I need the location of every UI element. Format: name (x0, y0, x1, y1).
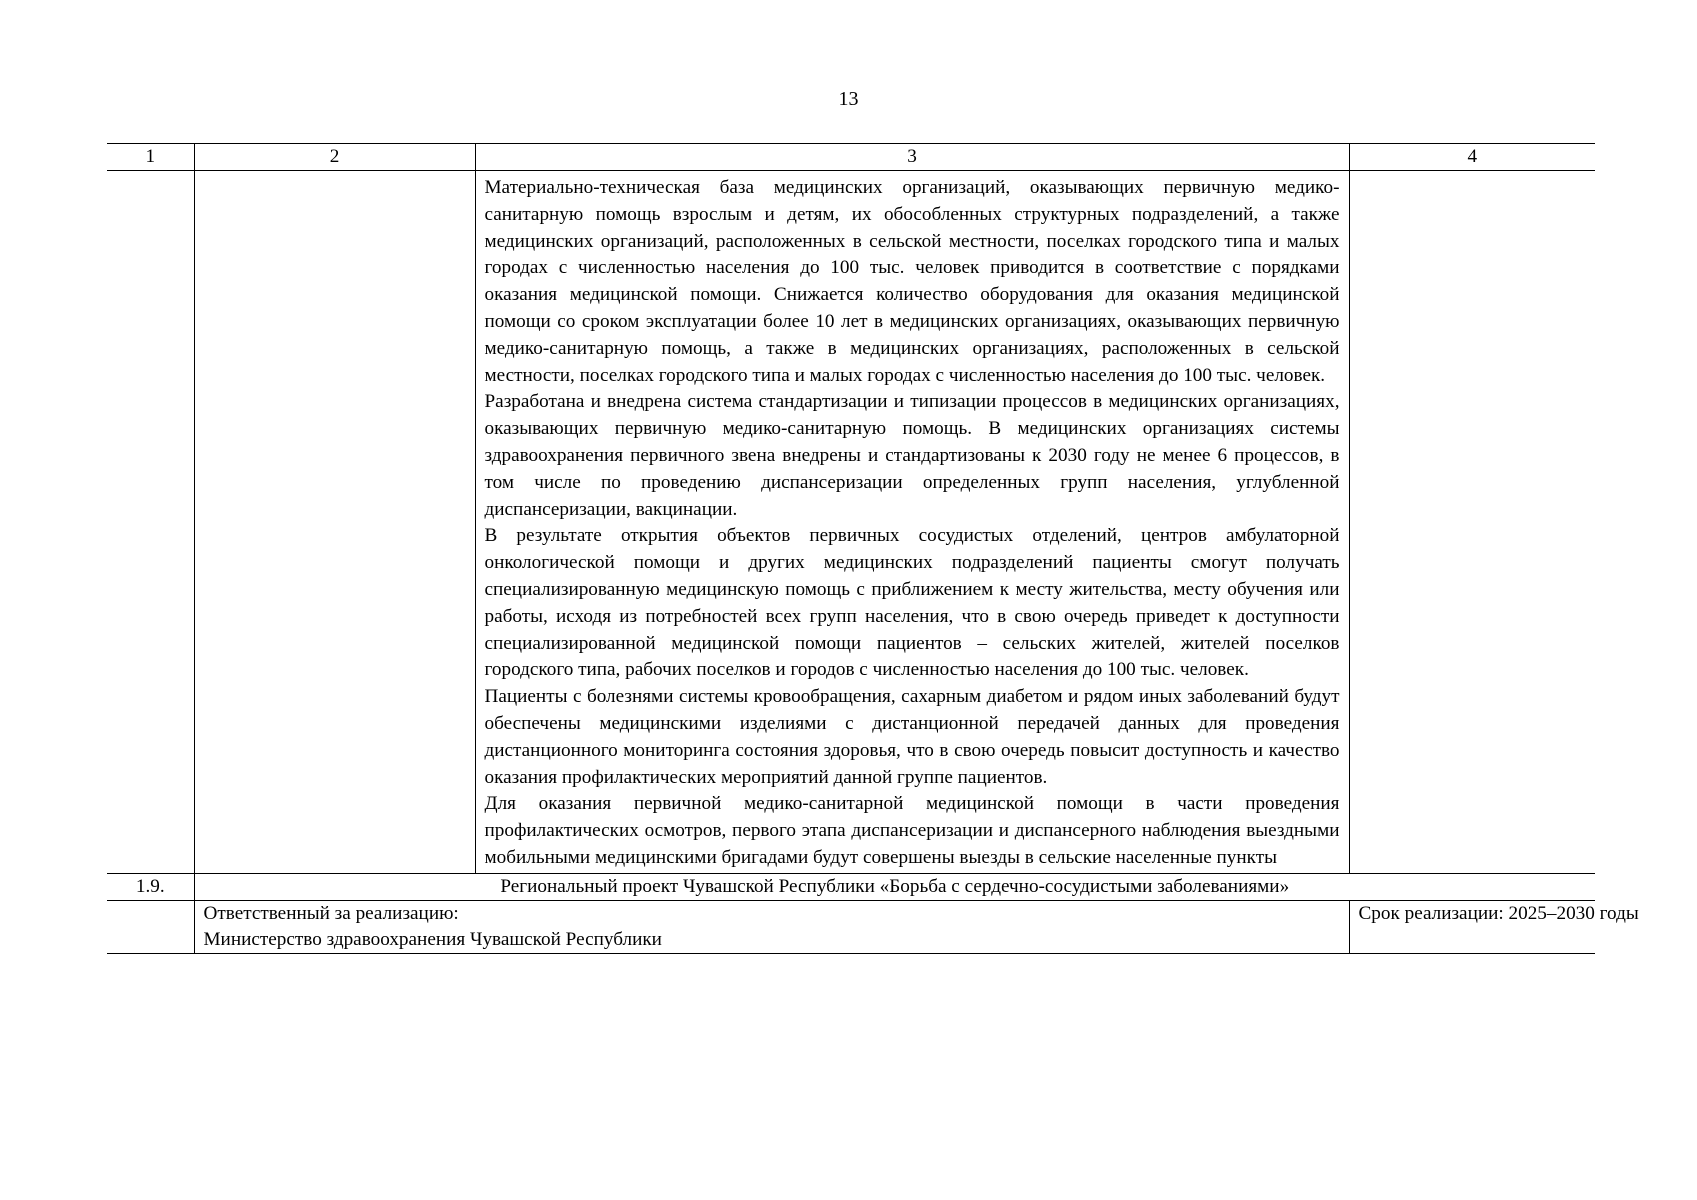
row-cell-indicator (1349, 171, 1595, 874)
table-row (107, 171, 1595, 874)
document-table (107, 143, 1639, 954)
description-paragraph: Материально-техническая база медицинских организаций, оказывающих первичную медико-санитарную помощь взрослым и детям, их обособленных структурных подразделений, а также медицинских организаций, расположенных в сельской местности, поселках городского типа и малых городах с численностью населения до 100 тыс. человек приводится в соответствие с порядками оказания медицинской помощи. Снижается количество оборудования для оказания медицинской помощи со сроком эксплуатации более 10 лет в медицинских организациях, оказывающих первичную медико-санитарную помощь, а также в медицинских организациях, расположенных в сельской местности, поселках городского типа и малых городах с численностью населения до 100 тыс. человек. (484, 177, 1340, 386)
description-paragraph: Пациенты с болезнями системы кровообращения, сахарным диабетом и рядом иных заболеваний будут обеспечены медицинскими изделиями с дистанционной передачей данных для проведения дистанционного мониторинга состояния здоровья, что в свою очередь повысит доступность и качество оказания профилактических мероприятий данной группе пациентов. (484, 686, 1340, 788)
project-row (107, 873, 1595, 900)
responsible-cell (194, 900, 1349, 953)
row-cell-number (107, 171, 194, 874)
term-text: Срок реализации: 2025–2030 годы (1358, 902, 1639, 924)
header-cell-3: 3 (475, 144, 1349, 171)
header-cell-1: 1 (107, 144, 194, 171)
responsible-label: Ответственный за реализацию: (203, 902, 459, 924)
project-number: 1.9. (107, 873, 194, 900)
description-paragraph: Разработана и внедрена система стандартизации и типизации процессов в медицинских организациях, оказывающих первичную медико-санитарную помощь. В медицинских организациях системы здравоохранения первичного звена внедрены и стандартизованы к 2030 году не менее 6 процессов, в том числе по проведению диспансеризации определенных групп населения, углубленной диспансеризации, вакцинации. (484, 391, 1340, 520)
page-number: 13 (838, 88, 859, 110)
responsible-empty-cell (107, 900, 194, 953)
project-title: Региональный проект Чувашской Республики «Борьба с сердечно-сосудистыми заболеваниями» (194, 873, 1595, 900)
term-cell (1349, 900, 1639, 953)
header-cell-4: 4 (1349, 144, 1595, 171)
row-cell-description (475, 171, 1349, 874)
description-paragraph: Для оказания первичной медико-санитарной медицинской помощи в части проведения профилактических осмотров, первого этапа диспансеризации и диспансерного наблюдения выездными мобильными медицинскими бригадами будут совершены выезды в сельские населенные пункты (484, 793, 1340, 868)
row-cell-name (194, 171, 475, 874)
header-cell-2: 2 (194, 144, 475, 171)
responsible-row (107, 900, 1595, 953)
description-paragraph: В результате открытия объектов первичных сосудистых отделений, центров амбулаторной онкологической помощи и других медицинских подразделений пациенты смогут получать специализированную медицинскую помощь с приближением к месту жительства, месту обучения или работы, исходя из потребностей всех групп населения, что в свою очередь приведет к доступности специализированной медицинской помощи пациентов – сельских жителей, жителей поселков городского типа, рабочих поселков и городов с численностью населения до 100 тыс. человек. (484, 525, 1340, 681)
table-header-row (107, 144, 1595, 171)
responsible-value: Министерство здравоохранения Чувашской Республики (203, 928, 662, 950)
